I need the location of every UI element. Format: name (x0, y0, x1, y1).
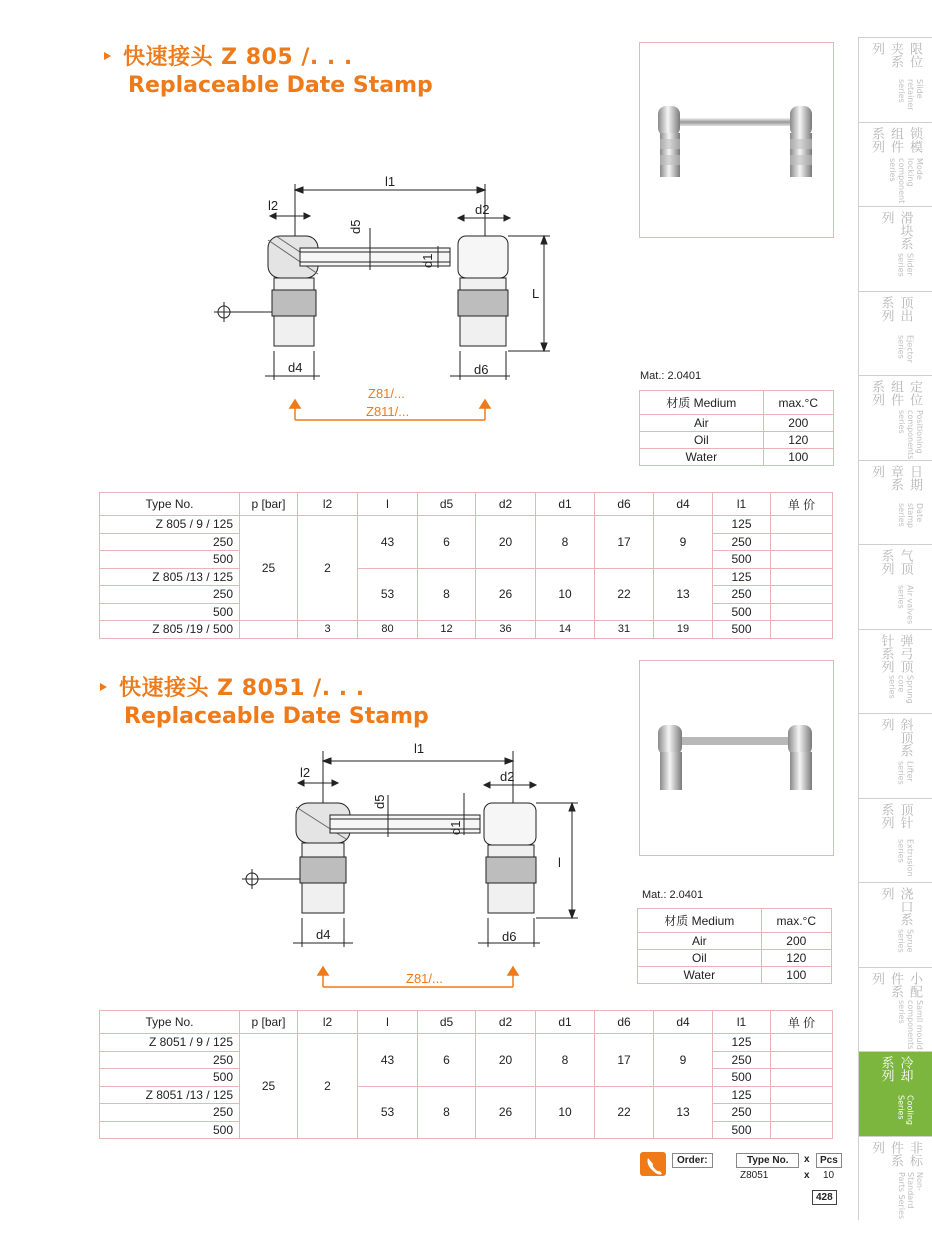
max-temp-header: max.°C (761, 909, 831, 933)
section1-title-cn: 快速接头 Z 805 /. . . (104, 40, 433, 71)
sidebar-tab-en: Samll mould components series (897, 999, 924, 1050)
sidebar-tab-cn: 斜顶系列 (878, 718, 913, 757)
table-row: 500 500 (100, 1069, 833, 1087)
sidebar-tab-en: Date stamp series (897, 503, 924, 529)
section1-spec-table (99, 492, 833, 639)
table-row: 250 250 (100, 1051, 833, 1069)
sidebar-tab-en: Lifter series (896, 760, 915, 785)
sidebar-tab[interactable] (858, 544, 932, 629)
sidebar-tab[interactable] (858, 206, 932, 291)
section1-material-label: Mat.: 2.0401 (640, 370, 702, 382)
order-example-type: Z8051 (740, 1170, 769, 1181)
section2-material-label: Mat.: 2.0401 (642, 889, 704, 901)
sidebar-tab[interactable] (858, 1051, 932, 1136)
section1-title-block (104, 40, 433, 98)
order-example (640, 1150, 840, 1200)
table-row: 250 250 (100, 1104, 833, 1122)
sidebar-tab-cn: 小配件系列 (869, 971, 922, 998)
section1-title-en: Replaceable Date Stamp (128, 73, 433, 98)
table-row: 250 250 (100, 533, 833, 551)
dim-d4: d4 (288, 360, 303, 375)
table-row: Z 805 /19 / 500 3 80 12 36 14 31 19 500 (100, 621, 833, 639)
sidebar-tab[interactable] (858, 882, 932, 967)
table-header-row: Type No. p [bar] l2 l d5 d2 d1 d6 d4 l1 单 价 (100, 493, 833, 516)
fitting-label-1: Z81/... (368, 386, 405, 401)
table-row: 500 500 (100, 551, 833, 569)
sidebar-tab-cn: 限位夹系列 (869, 42, 922, 68)
section2-spec-table (99, 1010, 833, 1139)
table-row: 500 500 (100, 603, 833, 621)
order-pcs-label: Pcs (816, 1153, 842, 1168)
sidebar-tab-cn: 非标件系列 (869, 1140, 922, 1167)
dim-d6: d6 (474, 362, 489, 377)
dim-l2: l2 (300, 765, 311, 780)
section2-medium-table: 材质 Medium max.°C Air 200 Oil 120 Water 100 (637, 908, 832, 984)
order-example-pcs: 10 (823, 1170, 835, 1181)
sidebar-tab-en: Mode locking component series (888, 158, 924, 204)
table-row: Z 805 /13 / 125 53 8 26 10 22 13 125 (100, 568, 833, 586)
table-row: 250 250 (100, 586, 833, 604)
sidebar-tab-en: Sprue series (896, 928, 915, 953)
order-type-label: Type No. (736, 1153, 799, 1168)
sidebar-tab[interactable] (858, 1136, 932, 1221)
table-row: Z 8051 /13 / 125 53 8 26 10 22 13 125 (100, 1086, 833, 1104)
sidebar-tab-cn: 滑块系列 (878, 211, 913, 250)
sidebar-tab[interactable] (858, 967, 932, 1052)
coupling-photo-icon (640, 43, 833, 237)
sidebar-tab-cn: 顶出系列 (878, 295, 913, 322)
fitting-label-2: Z811/... (366, 404, 410, 419)
section2-title-block (100, 671, 429, 729)
dim-d5: d5 (348, 219, 363, 234)
dim-d1: d1 (420, 253, 435, 268)
dim-d5: d5 (372, 794, 387, 809)
table-row: Z 8051 / 9 / 125 25 2 43 6 20 8 17 9 125 (100, 1034, 833, 1052)
order-label: Order: (672, 1153, 713, 1168)
dim-d2: d2 (500, 769, 515, 784)
max-temp-header: max.°C (763, 391, 833, 415)
section2-product-photo (639, 660, 834, 856)
sidebar-tab-cn: 弹弓顶针系列 (878, 633, 913, 673)
sidebar-tab-cn: 气顶系列 (878, 549, 913, 575)
sidebar-tab[interactable] (858, 291, 932, 376)
table-row: Z 805 / 9 / 125 25 2 43 6 20 8 17 9 125 (100, 516, 833, 534)
sidebar-tab-en: Positioning components series (897, 410, 924, 460)
section1-technical-drawing (210, 168, 570, 428)
table-header-row: Type No. p [bar] l2 l d5 d2 d1 d6 d4 l1 单 价 (100, 1011, 833, 1034)
sidebar-tab-en: Slider series (896, 252, 915, 277)
sidebar-tab[interactable] (858, 122, 932, 207)
phone-icon (640, 1152, 666, 1176)
sidebar-tab-cn: 锁模组件系列 (869, 126, 922, 153)
sidebar-tab-en: Extrusion series (896, 839, 915, 877)
order-x: x (804, 1170, 810, 1181)
dim-d2: d2 (475, 202, 490, 217)
medium-header: 材质 Medium (638, 909, 762, 933)
dim-l2: l2 (268, 198, 279, 213)
sidebar-tab-cn: 日期章系列 (869, 464, 922, 491)
dim-l1: l1 (414, 741, 425, 756)
sidebar-tab-en: Air valves series (896, 585, 915, 625)
section2-title-en: Replaceable Date Stamp (124, 704, 429, 729)
sidebar-tab[interactable] (858, 37, 932, 122)
sidebar-tab-cn: 浇口系列 (878, 887, 913, 926)
medium-header: 材质 Medium (640, 391, 764, 415)
table-row: 500 500 (100, 1121, 833, 1139)
sidebar-tab-cn: 顶针系列 (878, 802, 913, 829)
fitting-label-1: Z81/... (406, 971, 443, 986)
section1-medium-table: 材质 Medium max.°C Air 200 Oil 120 Water 100 (639, 390, 834, 466)
sidebar-tab-en: Ejector series (896, 335, 915, 364)
page-number: 428 (812, 1190, 837, 1205)
sidebar-tab-en: Slide retainer series (897, 78, 924, 111)
sidebar-tab-en: Cooling Series (896, 1094, 915, 1125)
bullet-triangle-icon (104, 52, 111, 60)
sidebar-tab[interactable] (858, 798, 932, 883)
sidebar-tab-cn: 定位组件系列 (869, 380, 922, 406)
section1-product-photo (639, 42, 834, 238)
dim-d4: d4 (316, 927, 331, 942)
sidebar-tab-en: Sprung core series (887, 675, 915, 704)
sidebar-tab[interactable] (858, 375, 932, 460)
sidebar-tab[interactable] (858, 629, 932, 714)
bullet-triangle-icon (100, 683, 107, 691)
dim-l: l (558, 855, 561, 870)
sidebar-tab-en: Non-Standard Parts Series (897, 1172, 924, 1220)
dim-d1: d1 (448, 820, 463, 835)
section2-title-cn: 快速接头 Z 8051 /. . . (100, 671, 429, 702)
sidebar-tab[interactable] (858, 460, 932, 545)
dim-l1: l1 (385, 174, 396, 189)
dim-L: L (532, 286, 540, 301)
section2-technical-drawing (238, 735, 598, 995)
series-sidebar (858, 37, 932, 1220)
dim-d6: d6 (502, 929, 517, 944)
coupling-photo-icon (640, 661, 833, 855)
sidebar-tab[interactable] (858, 713, 932, 798)
sidebar-tab-cn: 冷却系列 (878, 1056, 913, 1082)
order-x: x (804, 1154, 810, 1165)
